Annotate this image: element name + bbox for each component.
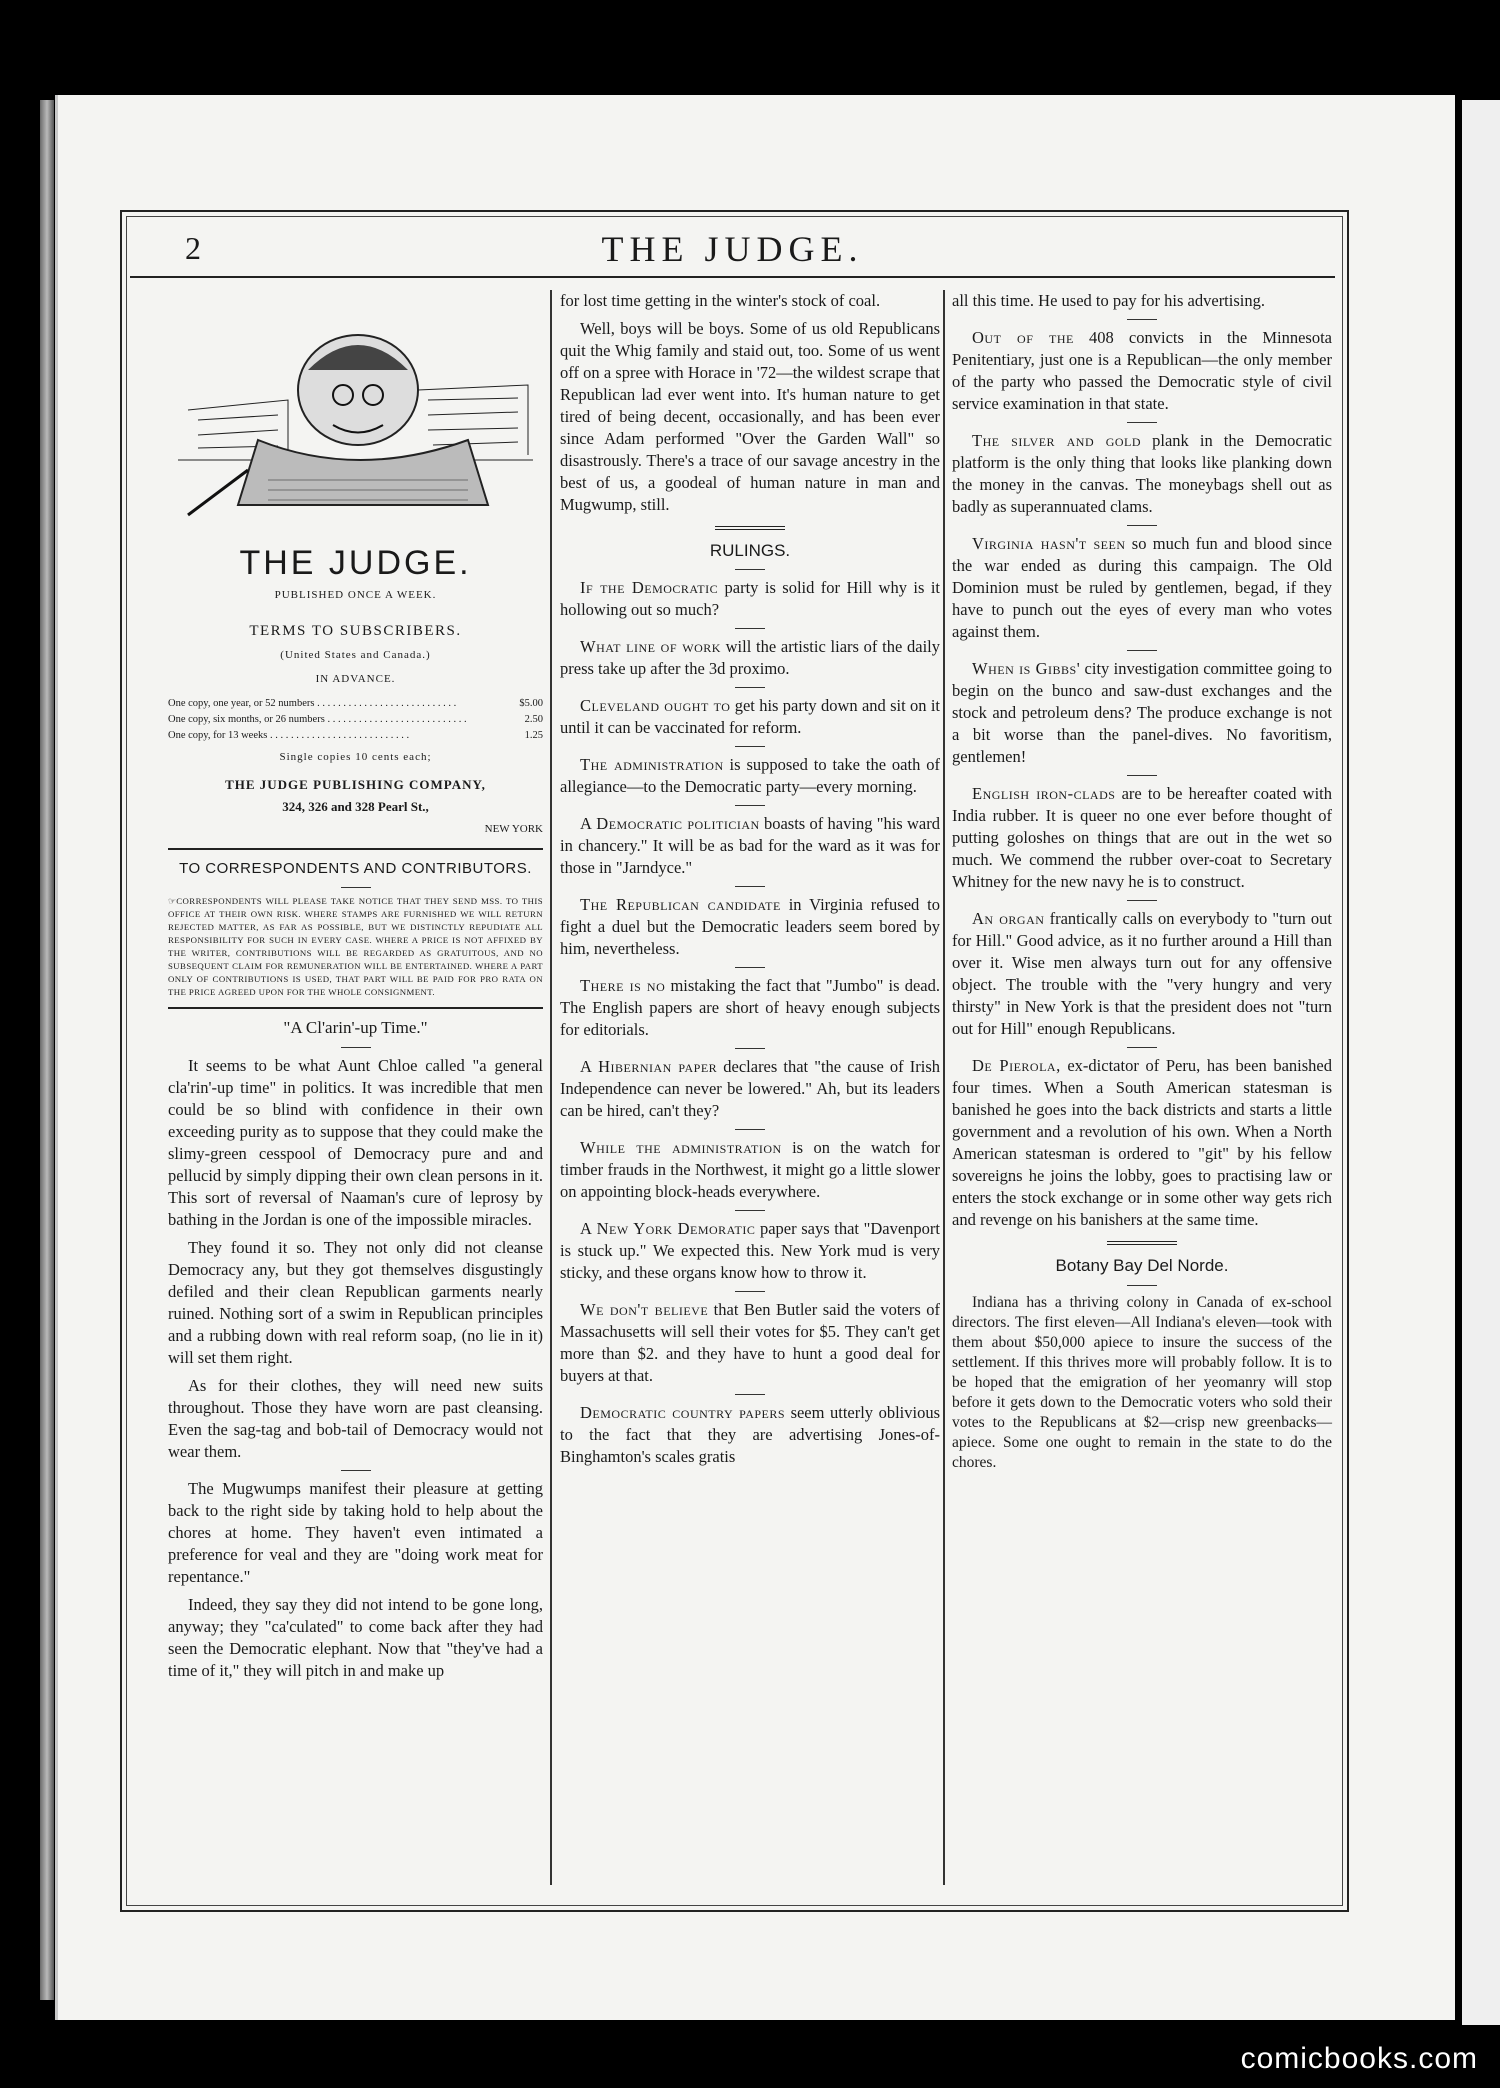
- divider: [1127, 319, 1157, 320]
- article-body: [168, 1055, 543, 1682]
- article-title: Botany Bay Del Norde.: [1055, 1256, 1229, 1275]
- ruling-item: Democratic country papers seem utterly oblivious to the fact that they are advertising Jones-of-Binghamton's scales gratis: [560, 1403, 940, 1466]
- rulings-list: [560, 577, 940, 1468]
- publisher-name: THE JUDGE PUBLISHING COMPANY,: [225, 777, 486, 792]
- ruling-item: A Democratic politician boasts of having "his ward in chancery." It will be as bad for the ward as it was for those in "Jarndyce.": [560, 814, 940, 877]
- divider: [735, 569, 765, 570]
- ruling-item: The administration is supposed to take the oath of allegiance—to the Democratic party—every morning.: [560, 755, 940, 796]
- divider: [341, 887, 371, 888]
- article-paragraph: Indiana has a thriving colony in Canada of ex-school directors. The first eleven—All Indiana's eleven—took with them about $50,000 apiece to insure the success of the settlement. If this thrives more will probably follow. It is to be hoped that the emigration of her yeomanry will stop before it gets down to the Democratic voters who sold their votes to the Republicans at $2—crisp new greenbacks—apiece. Some one ought to remain in the state to do the chores.: [952, 1294, 1332, 1471]
- ruling-item: De Pierola, ex-dictator of Peru, has been banished four times. When a South American statesman is banished he goes into the back districts and starts a little government and a revolution of his own. When a North American statesman is ordered to "git" by his fellow sovereigns he joins the lobby, goes to practising law or enters the stock exchange or in some other way gets rich and revenge on his banishers at the same time.: [952, 1056, 1332, 1229]
- page-header: [130, 228, 1335, 278]
- article-paragraph: As for their clothes, they will need new suits throughout. Those they have worn are past cleansing. Even the sag-tag and bob-tail of Democracy would not wear them.: [168, 1376, 543, 1461]
- divider: [1127, 1285, 1157, 1286]
- divider: [1127, 650, 1157, 651]
- article-continuation: all this time. He used to pay for his advertising.: [952, 291, 1265, 310]
- column-3: [952, 290, 1332, 1479]
- divider: [735, 746, 765, 747]
- rate-row: One copy, one year, or 52 numbers . . . $5.00: [168, 696, 543, 712]
- divider: [735, 628, 765, 629]
- article-paragraph: Well, boys will be boys. Some of us old Republicans quit the Whig family and staid out, too. Some of us went off on a spree with Horace in '72—the wildest scrape that Republican lad ever went into. It's human nature to get tired of being decent, occasionally, and has been ever since Adam performed "Over the Garden Wall" so disastrously. There's a trace of our savage ancestry in the best of us, a goodeal of human nature in man and Mugwump, still.: [560, 319, 940, 514]
- ruling-item: The Republican candidate in Virginia refused to fight a duel but the Democratic leaders seem bored by him, nevertheless.: [560, 895, 940, 958]
- article-paragraph: It seems to be what Aunt Chloe called "a general cla'rin'-up time" in politics. It was incredible that men could be so blind with confidence in their own exceeding purity as to suppose that they could make the slimy-green cesspool of Democracy pure and and pellucid by simply dipping their own clean persons in it. This sort of reversal of Naaman's cure of leprosy by bathing in the Jordan is one of the impossible miracles.: [168, 1056, 543, 1229]
- masthead: THE JUDGE.: [601, 229, 864, 269]
- publication-title: THE JUDGE.: [239, 544, 472, 582]
- next-page-edge: [1462, 100, 1500, 2025]
- column-2: [560, 290, 940, 1474]
- divider: [735, 1291, 765, 1292]
- terms-advance: IN ADVANCE.: [315, 673, 396, 685]
- page-number: 2: [185, 230, 201, 266]
- divider: [1127, 1047, 1157, 1048]
- ruling-item: There is no mistaking the fact that "Jumbo" is dead. The English papers are short of heavy enough subjects for editorials.: [560, 976, 940, 1039]
- rulings-title: RULINGS.: [709, 541, 791, 560]
- divider: [735, 886, 765, 887]
- ruling-item: While the administration is on the watch for timber frauds in the Northwest, it might go a little slower on appointing block-heads everywhere.: [560, 1138, 940, 1201]
- rate-row: One copy, six months, or 26 numbers . . . 2.50: [168, 712, 543, 728]
- article-paragraph: Indeed, they say they did not intend to be gone long, anyway; they "ca'culated" to come back after they had seen the Democratic elephant. Now that "they've had a time of it," they will pitch in and make up: [168, 1595, 543, 1680]
- ruling-item: When is Gibbs' city investigation committee going to begin on the bunco and saw-dust exchanges and the stock and petroleum dens? The produce exchange is not a bit worse than the panel-dives. No favoritism, gentlemen!: [952, 659, 1332, 766]
- ruling-item: Cleveland ought to get his party down and sit on it until it can be vaccinated for reform.: [560, 696, 940, 737]
- rate-row: One copy, for 13 weeks . . . 1.25: [168, 728, 543, 744]
- divider: [735, 1048, 765, 1049]
- ruling-item: What line of work will the artistic liars of the daily press take up after the 3d proximo.: [560, 637, 940, 678]
- rulings-list-continued: [952, 327, 1332, 1231]
- ruling-item: The silver and gold plank in the Democratic platform is the only thing that looks like planking down the money in the canvas. The moneybags shell out as badly as superannuated clams.: [952, 431, 1332, 516]
- correspondents-notice: ☞CORRESPONDENTS WILL PLEASE TAKE NOTICE THAT THEY SEND MSS. TO THIS OFFICE AT THEIR OWN RISK. WHERE STAMPS ARE FURNISHED WE WILL RETURN REJECTED MATTER, AS FAR AS POSSIBLE, BUT WE DISTINCTLY REPUDIATE ALL RESPONSIBILITY FOR SUCH IN EVERY CASE. WHERE A PRICE IS NOT AFFIXED BY THE WRITER, CONTRIBUTIONS WILL BE REGARDED AS GRATUITOUS, AND NO SUBSEQUENT CLAIM FOR REMUNERATION WILL BE ENTERTAINED. WHERE A PART ONLY OF CONTRIBUTIONS IS USED, THAT PART WILL BE PAID FOR PRO RATA ON THE PRICE AGREED UPON FOR THE WHOLE CONSIGNMENT.: [168, 896, 543, 997]
- terms-region: (United States and Canada.): [280, 649, 431, 661]
- divider: [735, 805, 765, 806]
- published-line: PUBLISHED ONCE A WEEK.: [274, 589, 437, 601]
- ruling-item: English iron-clads are to be hereafter coated with India rubber. It is queer no one ever before thought of putting goloshes on things that are out in the wet so much. We commend the rubber over-coat to Secretary Whitney for the new navy he is to construct.: [952, 784, 1332, 891]
- site-watermark: comicbooks.com: [1240, 2042, 1478, 2075]
- ruling-item: An organ frantically calls on everybody to "turn out for Hill." Good advice, as it no further around a Hill than over it. Wise men always turn out for any offensive object. The trouble with the "very hungry and very thirsty" in New York is that the president does not "turn out for Hill" enough Republicans.: [952, 909, 1332, 1038]
- publisher-address: 324, 326 and 328 Pearl St.,: [282, 799, 429, 814]
- divider: [735, 1129, 765, 1130]
- divider: [1127, 900, 1157, 901]
- ruling-item: A Hibernian paper declares that "the cause of Irish Independence can never be lowered." Ah, but its leaders can be hired, can't they?: [560, 1057, 940, 1120]
- article-paragraph: They found it so. They not only did not cleanse Democracy any, but they got themselves disgustingly defiled and their clean Republican garments nearly ruined. Nothing sort of a swim in Republican principles and a rubbing down with real reform soap, (no lie in it) will set them right.: [168, 1238, 543, 1367]
- column-1: [168, 290, 543, 1688]
- divider: [1127, 775, 1157, 776]
- article-title: "A Cl'arin'-up Time.": [283, 1018, 428, 1037]
- divider: [168, 848, 543, 850]
- divider: [735, 1210, 765, 1211]
- divider: [1127, 422, 1157, 423]
- ruling-item: Out of the 408 convicts in the Minnesota Penitentiary, just one is a Republican—the only member of the party who passed the Democratic style of civil service examination in that state.: [952, 328, 1332, 413]
- article-continuation: for lost time getting in the winter's stock of coal.: [560, 291, 881, 310]
- terms-title: TERMS TO SUBSCRIBERS.: [249, 623, 462, 639]
- judge-illustration: [168, 290, 543, 540]
- ruling-item: Virginia hasn't seen so much fun and blood since the war ended as during this campaign. The Old Dominion must be ruled by gentlemen, begad, if they have to punch out the eyes of every man who votes against them.: [952, 534, 1332, 641]
- ruling-item: If the Democratic party is solid for Hill why is it hollowing out so much?: [560, 578, 940, 619]
- divider: [1107, 1241, 1177, 1245]
- article-paragraph: The Mugwumps manifest their pleasure at getting back to the right side by taking hold to help about the chores at home. They haven't even intimated a preference for veal and they are "doing work meat for repentance.": [168, 1479, 543, 1586]
- divider: [735, 1394, 765, 1395]
- divider: [735, 687, 765, 688]
- column-rule-1: [550, 290, 552, 1885]
- divider: [1127, 525, 1157, 526]
- ruling-item: A New York Demoratic paper says that "Davenport is stuck up." We expected this. New York mud is very sticky, and these organs know how to throw it.: [560, 1219, 941, 1282]
- rate-list: [168, 696, 543, 744]
- single-copies: Single copies 10 cents each;: [279, 751, 432, 763]
- publisher-city: NEW YORK: [484, 823, 543, 835]
- divider: [341, 1470, 371, 1471]
- divider: [168, 1007, 543, 1009]
- divider: [715, 526, 785, 530]
- divider: [341, 1047, 371, 1048]
- ruling-item: We don't believe that Ben Butler said the voters of Massachusetts will sell their votes for $5. They can't get more than $2. and they have to hunt a good deal for buyers at that.: [560, 1300, 940, 1385]
- scan-edge: [40, 100, 54, 2000]
- column-rule-2: [943, 290, 945, 1885]
- divider: [735, 967, 765, 968]
- correspondents-title: TO CORRESPONDENTS AND CONTRIBUTORS.: [179, 860, 532, 877]
